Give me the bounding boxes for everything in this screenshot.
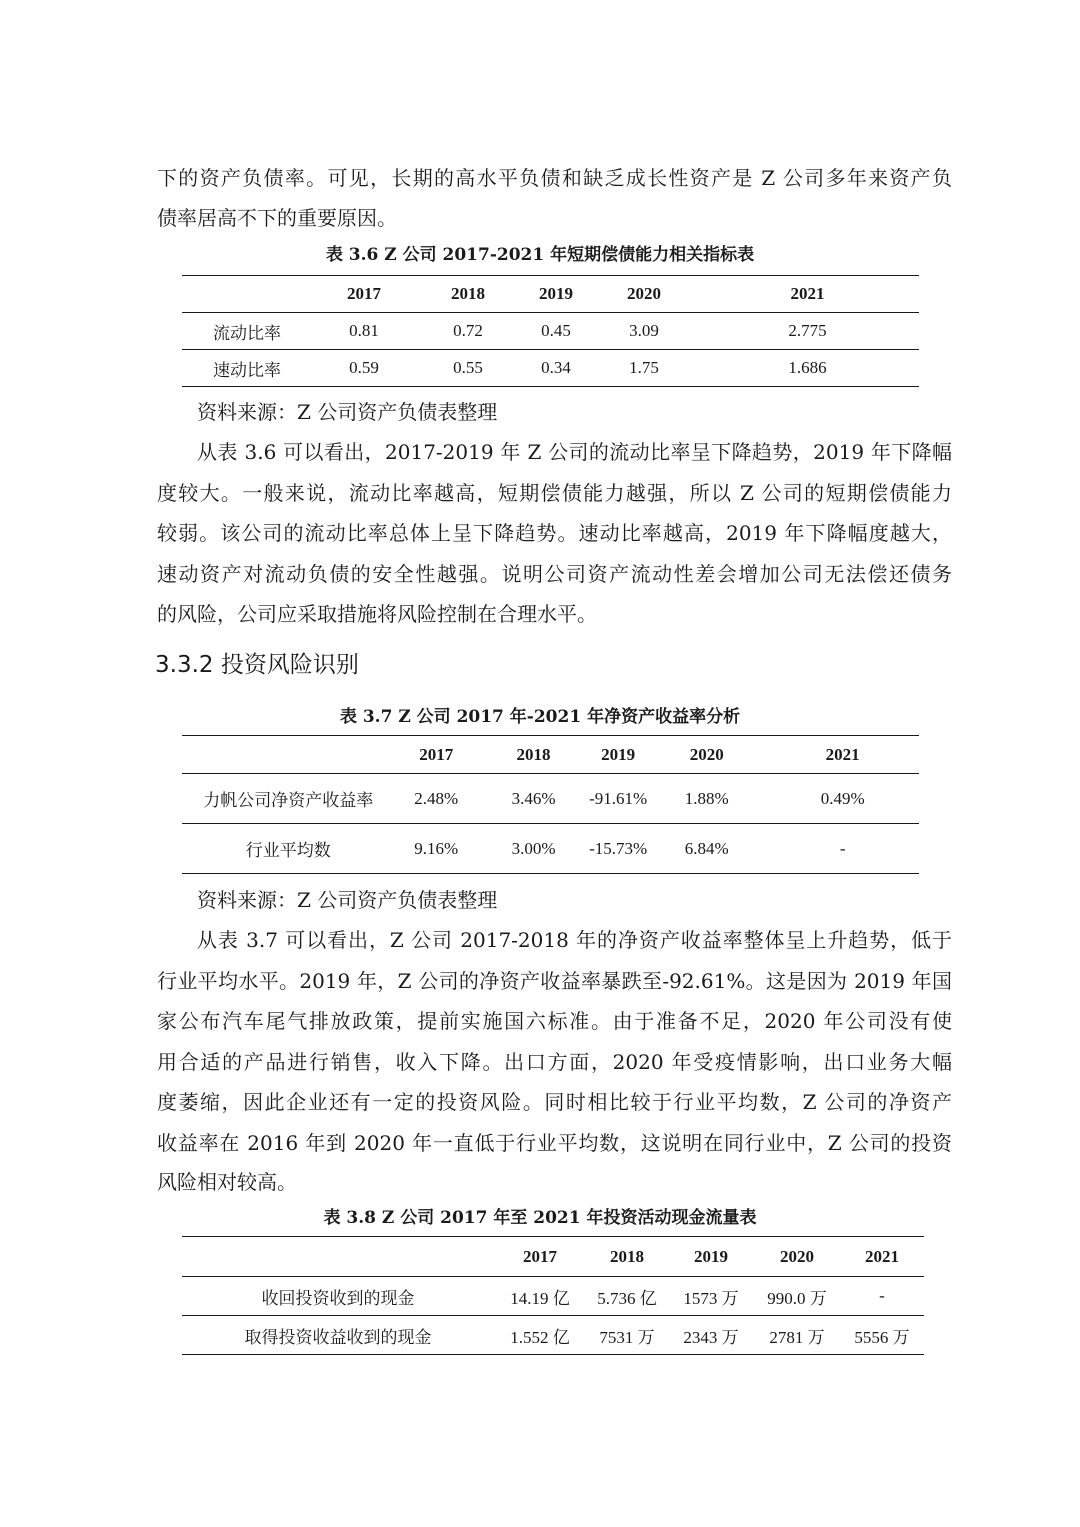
header-cell: 2021 bbox=[840, 1237, 924, 1277]
table-3-8 bbox=[182, 1236, 924, 1355]
paragraph-line: 的风险，公司应采取措施将风险控制在合理水平。 bbox=[157, 602, 597, 626]
table-cell: 1.686 bbox=[788, 358, 827, 377]
table-cell: 2.775 bbox=[696, 313, 919, 350]
table-cell: 7531 万 bbox=[599, 1327, 655, 1347]
table-cell: 0.34 bbox=[541, 358, 571, 377]
section-heading: 3.3.2 投资风险识别 bbox=[155, 652, 359, 678]
paragraph-line: 用合适的产品进行销售，收入下降。出口方面，2020 年受疫情影响，出口业务大幅 bbox=[157, 1050, 952, 1074]
table-cell: 1.75 bbox=[629, 358, 659, 377]
row-label: 流动比率 bbox=[182, 313, 312, 350]
table-cell: 0.72 bbox=[416, 313, 520, 350]
table-cell: 0.55 bbox=[453, 358, 483, 377]
table-cell: 0.81 bbox=[312, 313, 416, 350]
table-cell: 5.736 亿 bbox=[586, 1277, 668, 1316]
table-cell: 5556 万 bbox=[854, 1327, 910, 1347]
row-label: 力帆公司净资产收益率 bbox=[182, 774, 394, 824]
table-row bbox=[182, 774, 919, 824]
table-row bbox=[182, 1316, 924, 1355]
table-row bbox=[182, 1277, 924, 1316]
table-cell: 1573 万 bbox=[668, 1277, 754, 1316]
header-cell: 2018 bbox=[416, 276, 520, 313]
table-row bbox=[182, 350, 919, 387]
table-row bbox=[182, 313, 919, 350]
paragraph-line: 度较大。一般来说，流动比率越高，短期偿债能力越强，所以 Z 公司的短期偿债能力 bbox=[157, 481, 952, 505]
table-cell: 0.49% bbox=[766, 774, 919, 824]
header-cell: 2017 bbox=[312, 276, 416, 313]
table-row bbox=[182, 824, 919, 874]
table-cell: 3.09 bbox=[592, 313, 696, 350]
table-cell: 0.59 bbox=[349, 358, 379, 377]
paragraph-line: 家公布汽车尾气排放政策，提前实施国六标准。由于准备不足，2020 年公司没有使 bbox=[157, 1009, 952, 1033]
table-header-row bbox=[182, 736, 919, 774]
header-cell: 2019 bbox=[520, 276, 592, 313]
table-cell: 9.16% bbox=[414, 838, 459, 858]
table-header-row bbox=[182, 276, 919, 313]
table-header-row bbox=[182, 1237, 924, 1277]
table-cell: 14.19 亿 bbox=[494, 1277, 586, 1316]
header-cell: 2021 bbox=[696, 276, 919, 313]
table-cell: 1.552 亿 bbox=[510, 1327, 570, 1347]
table-3-7 bbox=[182, 735, 919, 874]
header-cell: 2020 bbox=[647, 736, 766, 774]
table-cell: 990.0 万 bbox=[754, 1277, 840, 1316]
table-caption: 表 3.8 Z 公司 2017 年至 2021 年投资活动现金流量表 bbox=[323, 1208, 757, 1228]
table-cell: - bbox=[840, 1277, 924, 1316]
header-cell: 2017 bbox=[394, 736, 478, 774]
header-cell: 2020 bbox=[592, 276, 696, 313]
header-cell: 2021 bbox=[766, 736, 919, 774]
table-cell: 3.46% bbox=[478, 774, 589, 824]
table-caption: 表 3.7 Z 公司 2017 年-2021 年净资产收益率分析 bbox=[339, 707, 741, 727]
table-caption: 表 3.6 Z 公司 2017-2021 年短期偿债能力相关指标表 bbox=[325, 245, 755, 265]
row-label: 取得投资收益收到的现金 bbox=[244, 1327, 432, 1348]
row-label: 行业平均数 bbox=[245, 841, 331, 861]
header-cell: 2018 bbox=[586, 1237, 668, 1277]
paragraph-line: 行业平均水平。2019 年，Z 公司的净资产收益率暴跌至-92.61%。这是因为 2019 年国 bbox=[157, 969, 952, 993]
table-source: 资料来源：Z 公司资产负债表整理 bbox=[197, 400, 498, 424]
table-cell: 6.84% bbox=[684, 838, 729, 858]
table-cell: 0.45 bbox=[520, 313, 592, 350]
table-cell: -15.73% bbox=[589, 838, 648, 858]
row-label: 收回投资收到的现金 bbox=[182, 1277, 494, 1316]
table-cell: 2343 万 bbox=[683, 1327, 739, 1347]
paragraph-line: 收益率在 2016 年到 2020 年一直低于行业平均数，这说明在同行业中，Z 公司的投资 bbox=[157, 1131, 952, 1155]
header-cell bbox=[182, 1237, 494, 1277]
paragraph-line: 债率居高不下的重要原因。 bbox=[157, 206, 397, 230]
row-label: 速动比率 bbox=[213, 360, 281, 381]
table-cell: -91.61% bbox=[589, 774, 647, 824]
table-cell: - bbox=[839, 838, 846, 858]
header-cell: 2019 bbox=[589, 736, 647, 774]
table-3-6 bbox=[182, 275, 919, 387]
header-cell: 2019 bbox=[668, 1237, 754, 1277]
header-cell: 2017 bbox=[494, 1237, 586, 1277]
paragraph-line: 从表 3.6 可以看出，2017-2019 年 Z 公司的流动比率呈下降趋势，2019 年下降幅 bbox=[197, 440, 952, 464]
header-cell: 2020 bbox=[754, 1237, 840, 1277]
table-cell: 1.88% bbox=[647, 774, 766, 824]
header-cell bbox=[182, 276, 312, 313]
table-cell: 3.00% bbox=[511, 838, 556, 858]
table-cell: 2.48% bbox=[394, 774, 478, 824]
paragraph-line: 下的资产负债率。可见，长期的高水平负债和缺乏成长性资产是 Z 公司多年来资产负 bbox=[157, 166, 952, 190]
table-cell: 2781 万 bbox=[769, 1327, 825, 1347]
paragraph-line: 从表 3.7 可以看出，Z 公司 2017-2018 年的净资产收益率整体呈上升趋势，低于 bbox=[197, 928, 952, 952]
header-cell: 2018 bbox=[478, 736, 589, 774]
paragraph-line: 较弱。该公司的流动比率总体上呈下降趋势。速动比率越高，2019 年下降幅度越大， bbox=[157, 521, 952, 545]
header-cell bbox=[182, 736, 394, 774]
table-source: 资料来源：Z 公司资产负债表整理 bbox=[197, 888, 498, 912]
paragraph-line: 风险相对较高。 bbox=[157, 1170, 297, 1194]
paragraph-line: 速动资产对流动负债的安全性越强。说明公司资产流动性差会增加公司无法偿还债务 bbox=[157, 562, 952, 586]
paragraph-line: 度萎缩，因此企业还有一定的投资风险。同时相比较于行业平均数，Z 公司的净资产 bbox=[157, 1090, 952, 1114]
